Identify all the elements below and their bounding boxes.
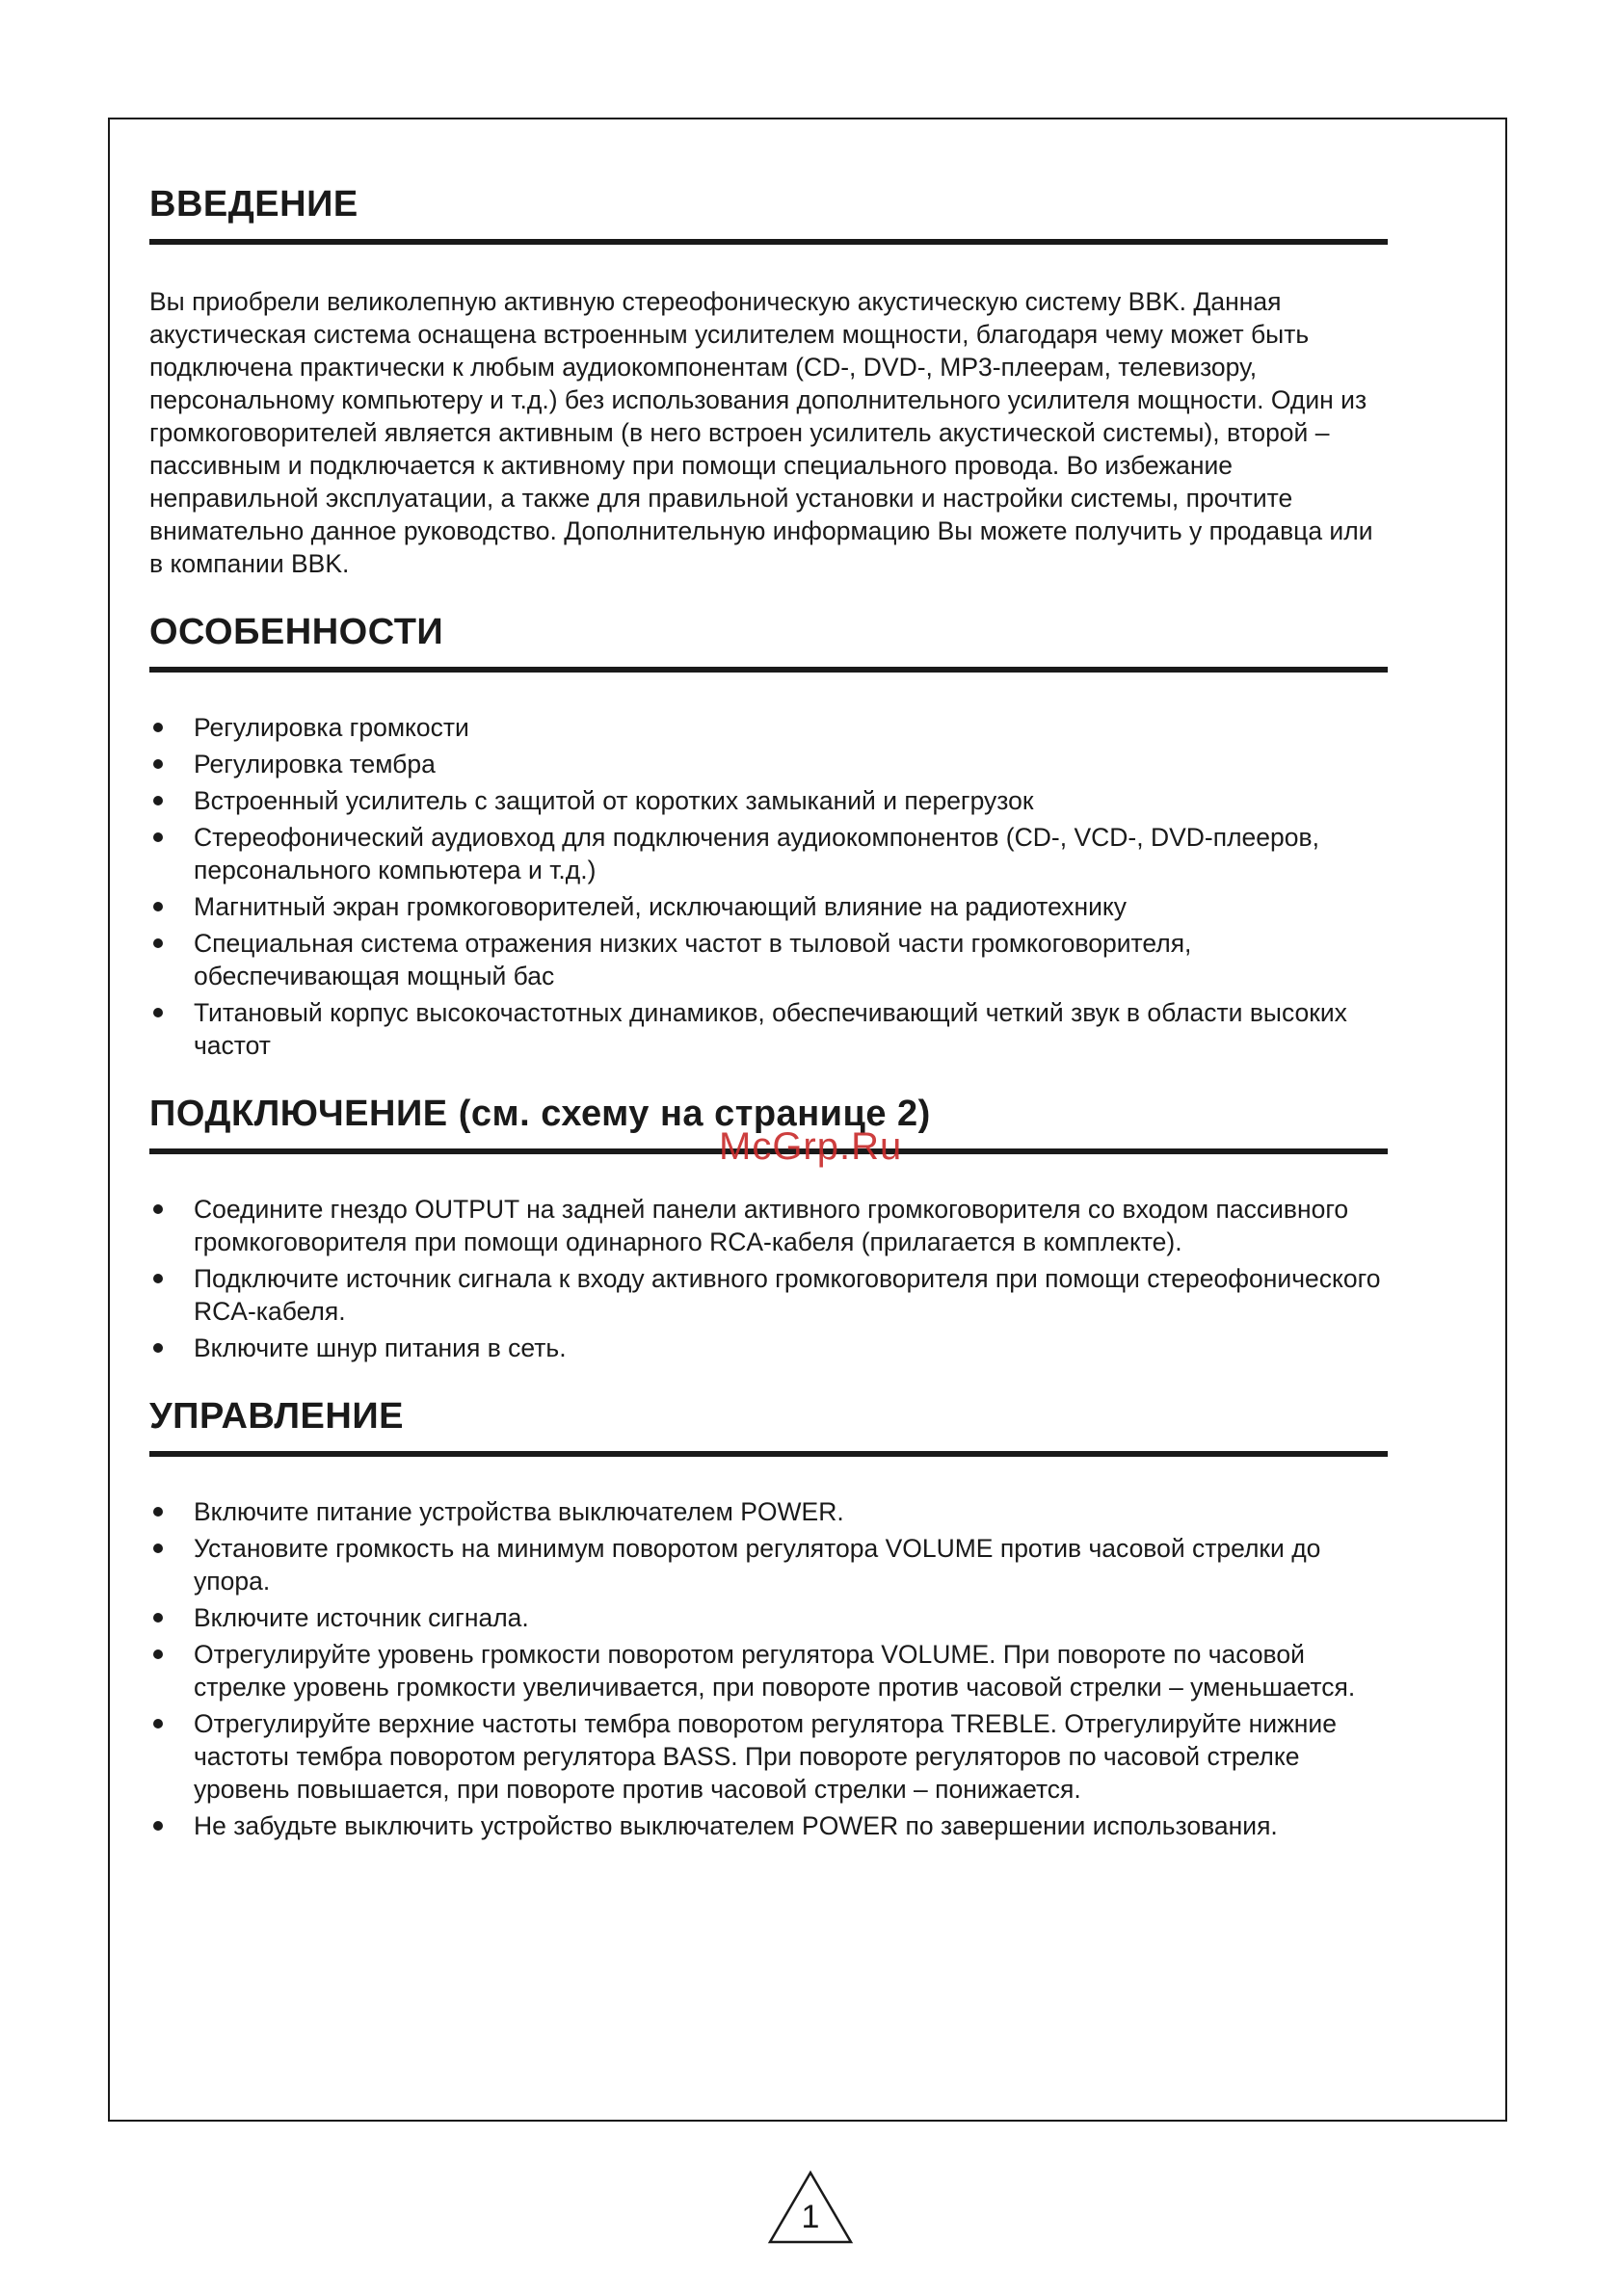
list-item: Отрегулируйте верхние частоты тембра поворотом регулятора TREBLE. Отрегулируйте нижние частоты тембра поворотом регулятора BASS. При повороте регуляторов по часовой стрелке уровень повышается, при повороте против часовой стрелки – понижается. xyxy=(149,1707,1388,1806)
list-item: Отрегулируйте уровень громкости поворотом регулятора VOLUME. При повороте по часовой стрелке уровень громкости увеличивается, при повороте против часовой стрелки – уменьшается. xyxy=(149,1638,1388,1703)
list-item: Установите громкость на минимум поворотом регулятора VOLUME против часовой стрелки до упора. xyxy=(149,1532,1388,1597)
list-item: Встроенный усилитель с защитой от коротких замыканий и перегрузок xyxy=(149,784,1388,817)
list-item: Регулировка тембра xyxy=(149,748,1388,780)
list-item: Включите питание устройства выключателем POWER. xyxy=(149,1495,1388,1528)
list-item: Регулировка громкости xyxy=(149,711,1388,744)
list-item: Стереофонический аудиовход для подключения аудиокомпонентов (CD-, VCD-, DVD-плееров, персонального компьютера и т.д.) xyxy=(149,821,1388,886)
list-item: Не забудьте выключить устройство выключателем POWER по завершении использования. xyxy=(149,1809,1388,1842)
list-item: Подключите источник сигнала к входу активного громкоговорителя при помощи стереофонического RCA-кабеля. xyxy=(149,1262,1388,1328)
features-list xyxy=(149,711,1388,1062)
intro-heading: ВВЕДЕНИЕ xyxy=(149,183,1388,245)
connection-list xyxy=(149,1193,1388,1364)
features-heading: ОСОБЕННОСТИ xyxy=(149,611,1388,673)
list-item: Специальная система отражения низких частот в тыловой части громкоговорителя, обеспечивающая мощный бас xyxy=(149,927,1388,992)
control-list xyxy=(149,1495,1388,1842)
list-item: Титановый корпус высокочастотных динамиков, обеспечивающий четкий звук в области высоких частот xyxy=(149,996,1388,1062)
page-number-badge xyxy=(767,2170,854,2245)
section-features xyxy=(149,611,1388,1062)
intro-paragraph: Вы приобрели великолепную активную стереофоническую акустическую систему BBK. Данная акустическая система оснащена встроенным усилителем мощности, благодаря чему может быть подключена практически к любым аудиокомпонентам (CD-, DVD-, MP3-плеерам, телевизору, персональному компьютеру и т.д.) без использования дополнительного усилителя мощности. Один из громкоговорителей является активным (в него встроен усилитель акустической системы), второй – пассивным и подключается к активному при помощи специального провода. Во избежание неправильной эксплуатации, а также для правильной установки и настройки системы, прочтите внимательно данное руководство. Дополнительную информацию Вы можете получить у продавца или в компании BBK. xyxy=(149,287,1373,578)
list-item: Включите шнур питания в сеть. xyxy=(149,1332,1388,1364)
list-item: Магнитный экран громкоговорителей, исключающий влияние на радиотехнику xyxy=(149,890,1388,923)
list-item: Соедините гнездо OUTPUT на задней панели активного громкоговорителя со входом пассивного громкоговорителя при помощи одинарного RCA-кабеля (прилагается в комплекте). xyxy=(149,1193,1388,1258)
page-number: 1 xyxy=(801,2199,820,2235)
document-body xyxy=(149,183,1388,1873)
section-intro xyxy=(149,183,1388,580)
connection-heading: ПОДКЛЮЧЕНИЕ (см. схему на странице 2) xyxy=(149,1093,1388,1154)
watermark: McGrp.Ru xyxy=(719,1125,903,1168)
list-item: Включите источник сигнала. xyxy=(149,1601,1388,1634)
control-heading: УПРАВЛЕНИЕ xyxy=(149,1395,1388,1457)
section-control xyxy=(149,1395,1388,1842)
